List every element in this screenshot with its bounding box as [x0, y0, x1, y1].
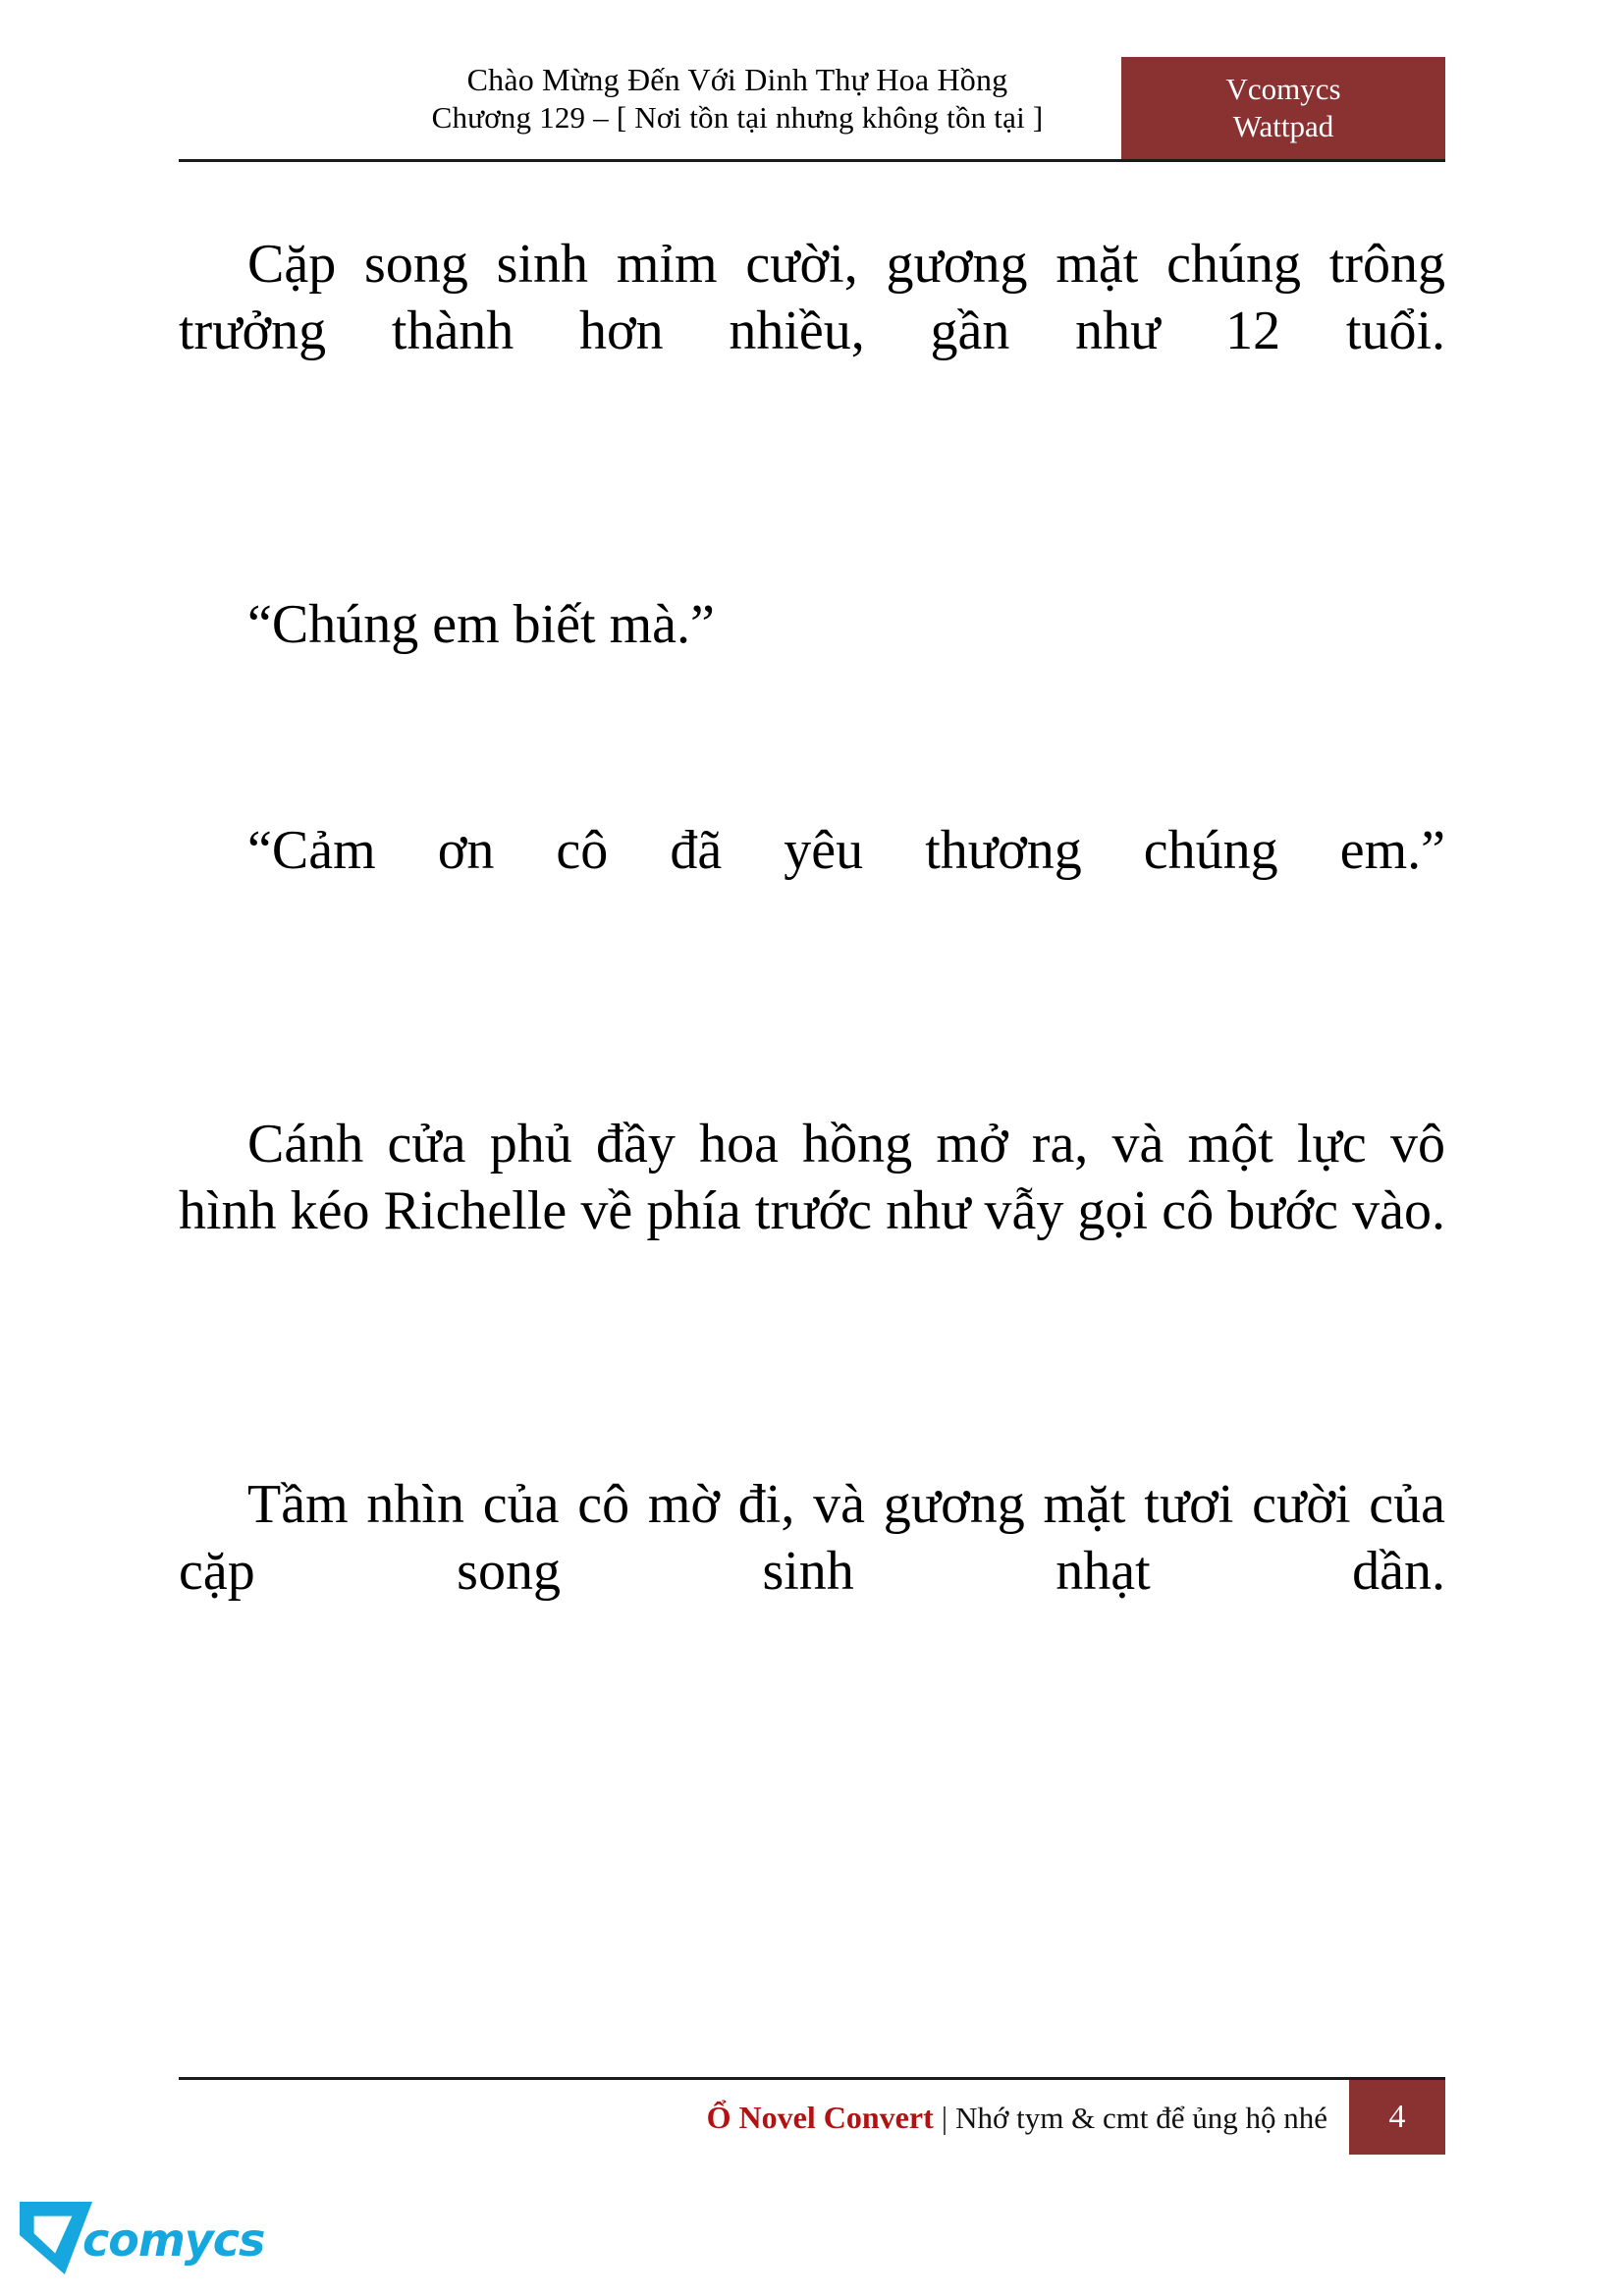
page-content — [179, 231, 1445, 1672]
page-header — [179, 61, 1445, 159]
header-divider — [179, 159, 1445, 162]
source-badge — [1121, 57, 1445, 159]
page-number-badge: 4 — [1349, 2080, 1445, 2155]
paragraph-spacer — [179, 1050, 1445, 1111]
footer-separator: | — [941, 2099, 948, 2135]
paragraph-spacer — [179, 756, 1445, 817]
paragraph-5: Tầm nhìn của cô mờ đi, và gương mặt tươi cười của cặp song sinh nhạt dần. — [179, 1473, 1445, 1603]
paragraph-1: Cặp song sinh mỉm cười, gương mặt chúng trông trưởng thành hơn nhiều, gần như 12 tuổi. — [179, 234, 1445, 362]
page-footer — [179, 2077, 1445, 2171]
v-mark-inner-icon — [31, 2214, 75, 2257]
paragraph-4: Cánh cửa phủ đầy hoa hồng mở ra, và một lực vô hình kéo Richelle về phía trước như vẫy gọi cô bước vào. — [179, 1113, 1445, 1242]
footer-brand: Ổ Novel Convert — [706, 2099, 934, 2135]
paragraph-2: “Chúng em biết mà.” — [247, 593, 715, 655]
footer-content — [179, 2080, 1445, 2155]
paragraph-spacer — [179, 1410, 1445, 1471]
chapter-title: Chương 129 – [ Nơi tồn tại nhưng không tồn tại ] — [431, 100, 1044, 136]
book-title: Chào Mừng Đến Với Dinh Thự Hoa Hồng — [466, 62, 1008, 97]
footer-note: Nhớ tym & cmt để ủng hộ nhé — [955, 2100, 1327, 2135]
footer-credit — [707, 2100, 1349, 2136]
v-mark-icon — [20, 2202, 92, 2274]
source-badge-line2: Wattpad — [1232, 109, 1334, 143]
vcomycs-watermark-logo — [20, 2198, 275, 2282]
paragraph-spacer — [179, 530, 1445, 591]
source-badge-line1: Vcomycs — [1225, 71, 1341, 106]
paragraph-3: “Cảm ơn cô đã yêu thương chúng em.” — [247, 820, 1445, 882]
watermark-text: comycs — [82, 2214, 265, 2267]
